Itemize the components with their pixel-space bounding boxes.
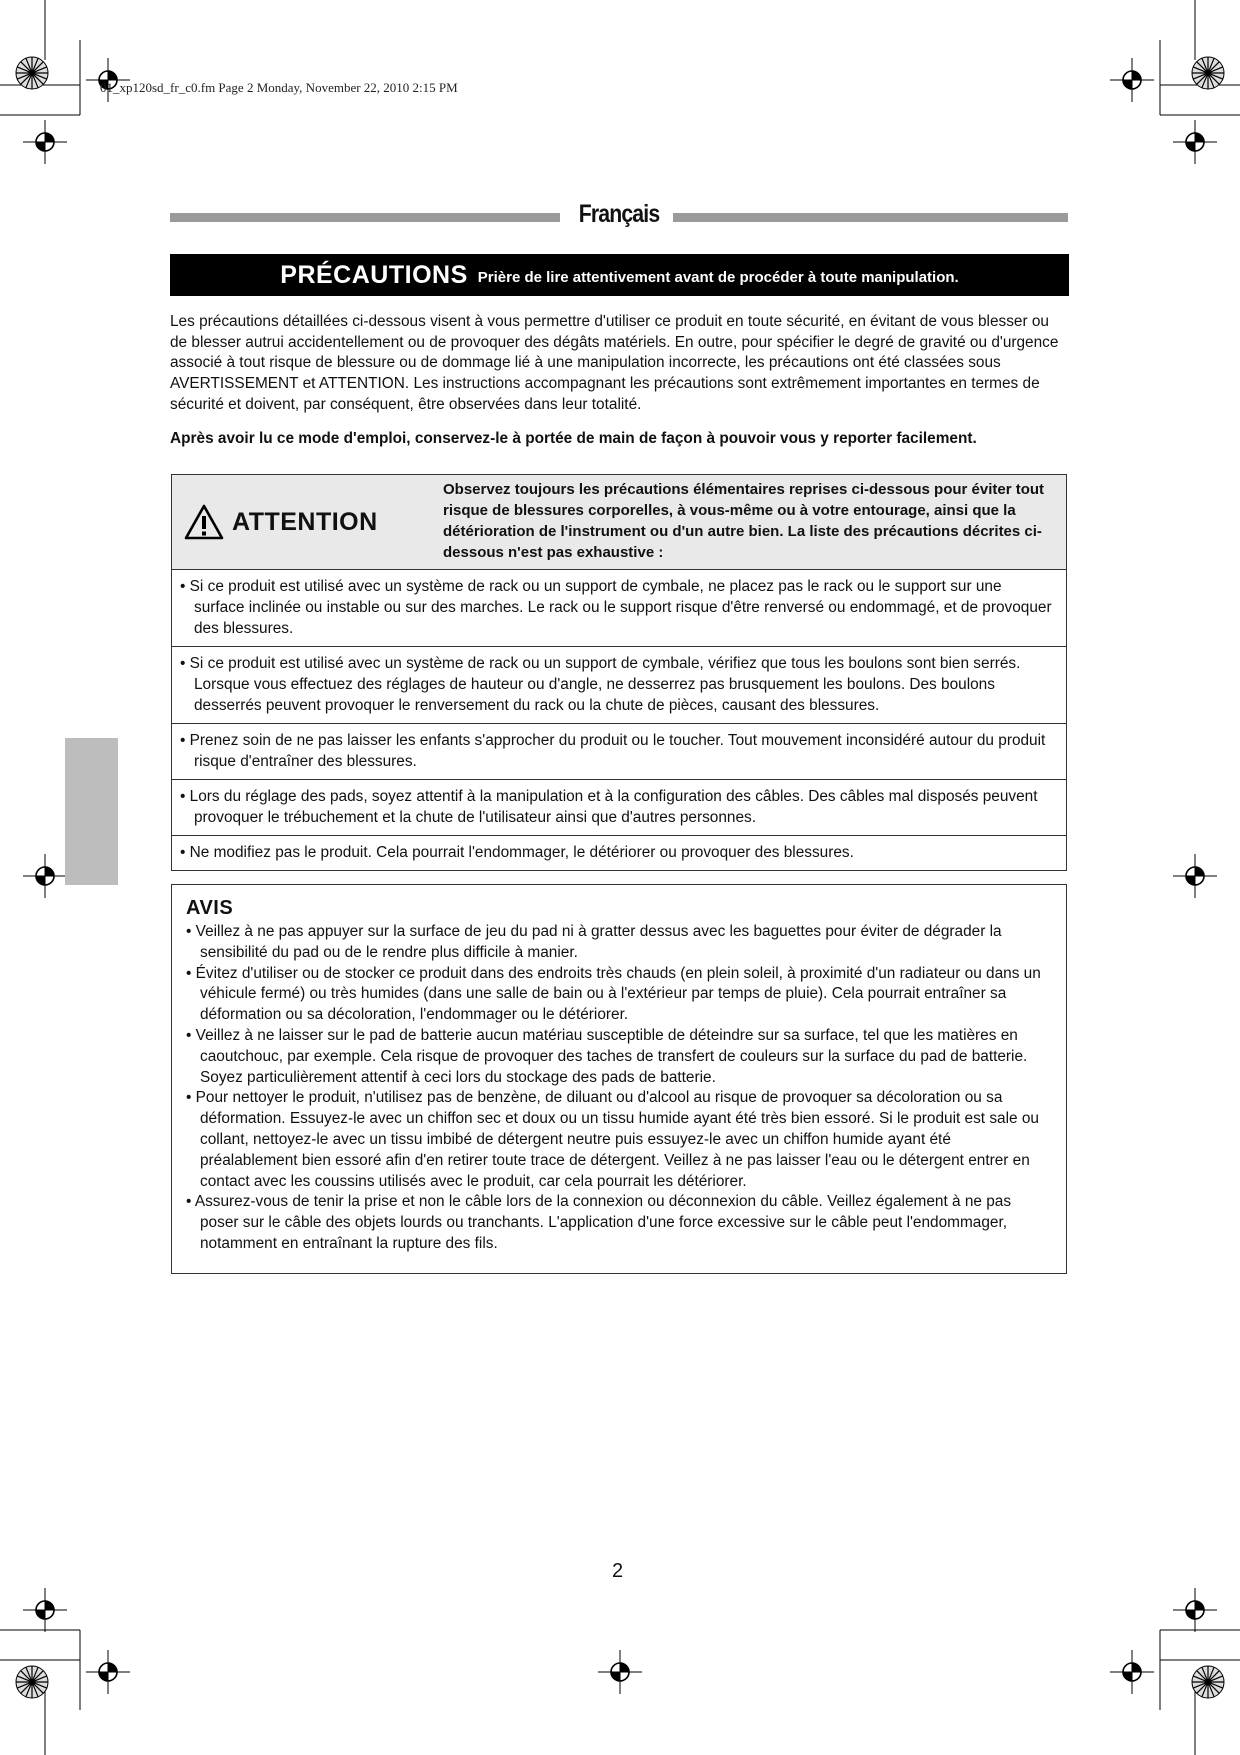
precautions-subtitle: Prière de lire attentivement avant de procéder à toute manipulation. [477,269,959,286]
avis-item: • Veillez à ne laisser sur le pad de batterie aucun matériau susceptible de déteindre sur sa surface, tel que les matières en caoutchouc, par exemple. Cela risque de provoquer des taches de transfert de couleurs sur la surface du pad de batterie. Soyez particulièrement attentif à ceci lors du stockage des pads de batterie. [186,1026,1028,1086]
attention-item: • Prenez soin de ne pas laisser les enfants s'approcher du produit ou le toucher. Tout mouvement inconsidéré autour du produit risque d'entraîner des blessures. [172,724,1066,780]
page-number: 2 [612,1560,624,1582]
file-header: 01_xp120sd_fr_c0.fm Page 2 Monday, November 22, 2010 2:15 PM [100,80,458,95]
attention-item: • Si ce produit est utilisé avec un système de rack ou un support de cymbale, vérifiez que tous les boulons sont bien serrés. Lorsque vous effectuez des réglages de hauteur ou d'angle, ne desserrez pas brusquement les boulons. Des boulons desserrés peuvent provoquer le renversement du rack ou la chute de pièces, causant des blessures. [172,647,1066,724]
avis-list [186,922,1052,1255]
avis-box [171,884,1067,1274]
attention-label-cell [172,475,443,569]
title-rule-right [673,213,1068,222]
attention-label: ATTENTION [232,507,378,536]
language-title-row [170,200,1068,234]
precautions-title: PRÉCAUTIONS [280,260,468,289]
attention-item: • Lors du réglage des pads, soyez attentif à la manipulation et à la configuration des câbles. Des câbles mal disposés peuvent provoquer le trébuchement et la chute de l'utilisateur ainsi que d'autres personnes. [172,780,1066,836]
avis-item: • Évitez d'utiliser ou de stocker ce produit dans des endroits très chauds (en plein soleil, à proximité d'un radiateur ou dans un véhicule fermé) ou très humides (dans une salle de bain ou à l'extérieur par temps de pluie). Cela pourrait entraîner sa déformation ou sa décoloration, l'endommager ou le détériorer. [186,964,1041,1024]
language-side-tab [65,738,118,885]
avis-title: AVIS [186,897,234,919]
attention-item: • Ne modifiez pas le produit. Cela pourrait l'endommager, le détériorer ou provoquer des blessures. [180,844,854,861]
attention-box [171,474,1067,871]
title-rule-left [170,213,560,222]
attention-header [172,475,1066,570]
avis-item: • Veillez à ne pas appuyer sur la surface de jeu du pad ni à gratter dessus avec les baguettes pour éviter de dégrader la sensibilité du pad ou de le rendre plus difficile à manier. [186,923,1002,961]
language-title: Français [578,200,660,228]
intro-paragraph: Les précautions détaillées ci-dessous visent à vous permettre d'utiliser ce produit en toute sécurité, en évitant de vous blesser ou de blesser autrui accidentellement ou de provoquer des dégâts matériels. En outre, pour spécifier le degré de gravité ou d'urgence associé à tout risque de blessure ou de dommage lié à une manipulation incorrecte, les précautions ont été classées sous AVERTISSEMENT et ATTENTION. Les instructions accompagnant les précautions sont extrêmement importantes en termes de sécurité et doivent, par conséquent, être observées dans leur totalité. [170,313,1059,413]
warning-triangle-icon [184,504,224,540]
attention-description: Observez toujours les précautions élémentaires reprises ci-dessous pour éviter tout risque de blessures corporelles, à vous-même ou à votre entourage, ainsi que la détérioration de l'instrument ou d'un autre bien. La liste des précautions décrites ci-dessous n'est pas exhaustive : [443,481,1045,561]
precautions-banner [170,254,1069,296]
attention-item: • Si ce produit est utilisé avec un système de rack ou un support de cymbale, ne placez pas le rack ou le support sur une surface inclinée ou instable ou sur des marches. Le rack ou le support risque d'être renversé ou endommagé, et de provoquer des blessures. [172,570,1066,647]
keep-manual-note: Après avoir lu ce mode d'emploi, conservez-le à portée de main de façon à pouvoir vous y reporter facilement. [170,429,977,447]
intro-section [170,312,1070,462]
avis-item: • Pour nettoyer le produit, n'utilisez pas de benzène, de diluant ou d'alcool au risque de provoquer sa décoloration ou sa déformation. Essuyez-le avec un chiffon sec et doux ou un tissu humide ayant été très bien essoré. Si le produit est sale ou collant, nettoyez-le avec un tissu imbibé de détergent neutre puis essuyez-le avec un chiffon humide ayant été préalablement bien essoré afin d'en retirer toute trace de détergent. Veillez à ne pas laisser l'eau ou le détergent entrer en contact avec les coussins utilisés avec le produit, car cela pourrait les détériorer. [186,1089,1039,1190]
avis-item: • Assurez-vous de tenir la prise et non le câble lors de la connexion ou déconnexion du câble. Veillez également à ne pas poser sur le câble des objets lourds ou tranchants. L'application d'une force excessive sur le câble peut l'endommager, notamment en entraînant la rupture des fils. [186,1193,1012,1252]
